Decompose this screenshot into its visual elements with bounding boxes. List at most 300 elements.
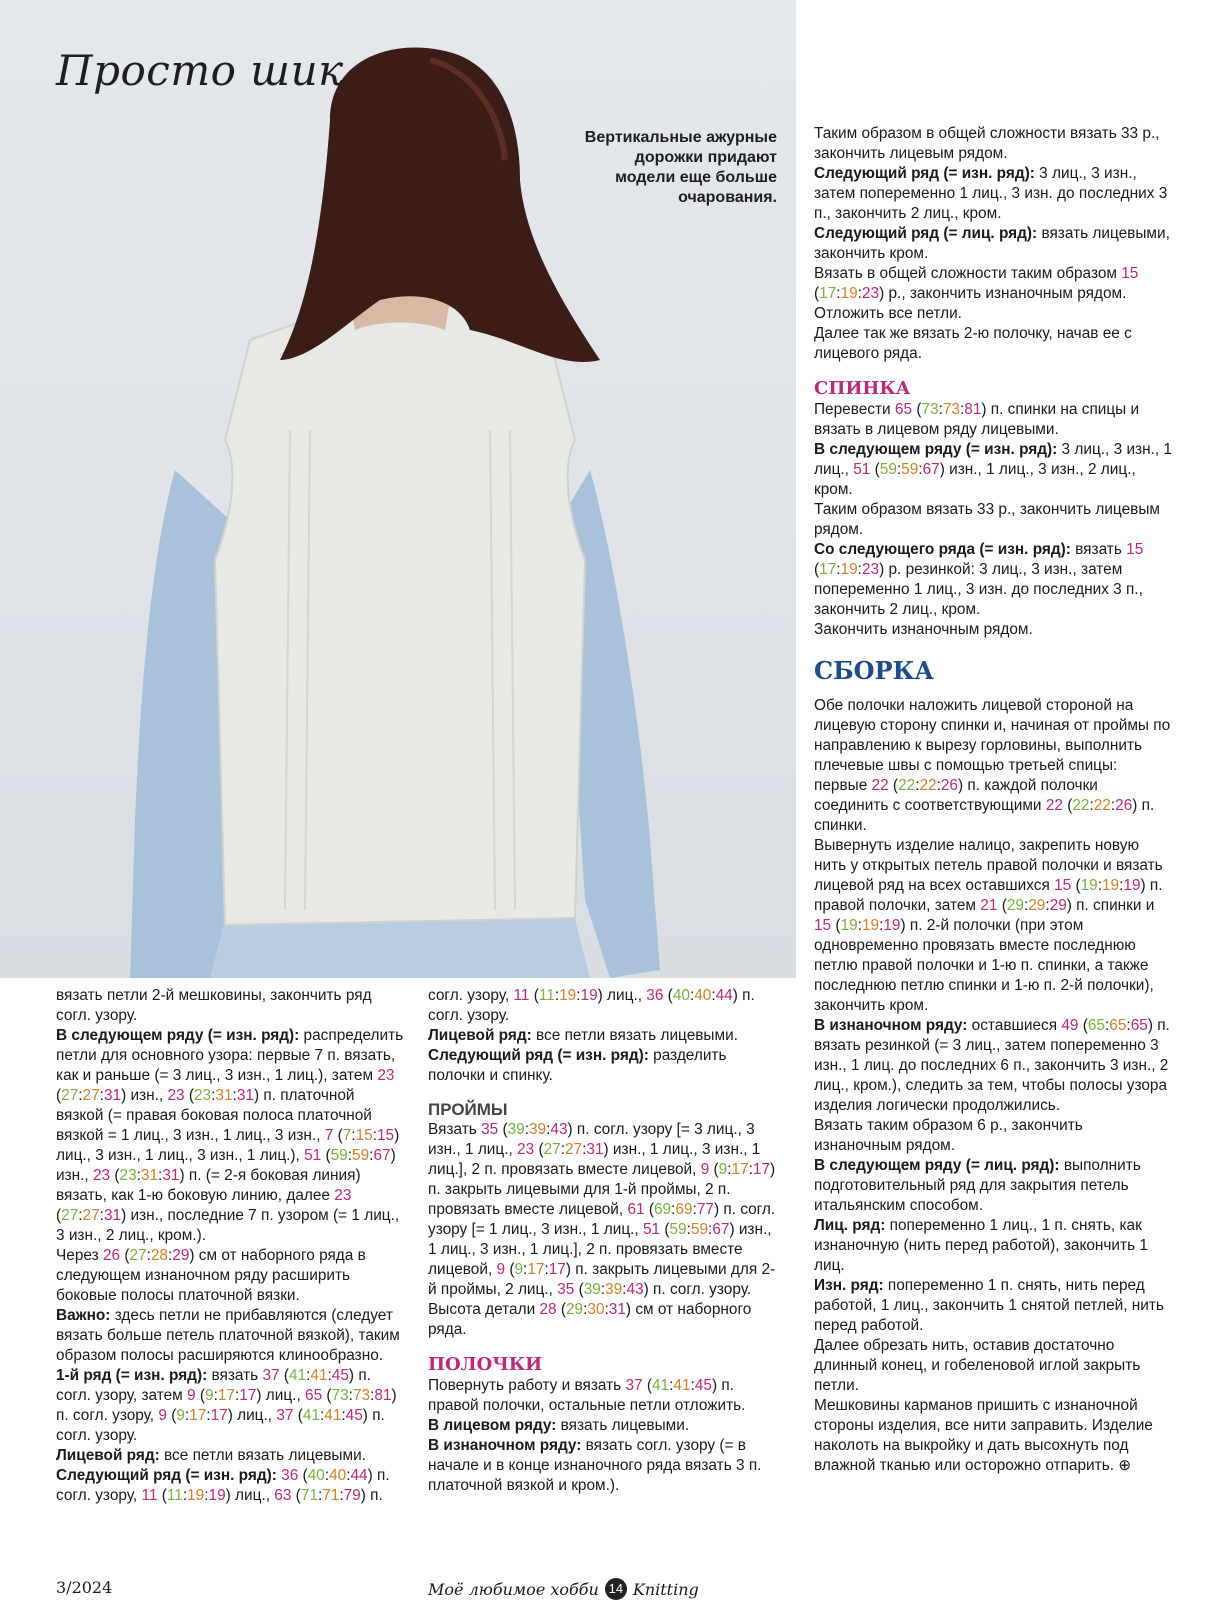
text-run: ( bbox=[333, 1127, 343, 1144]
size-number: 23 bbox=[377, 1067, 395, 1084]
instruction-paragraph bbox=[814, 324, 1174, 364]
magazine-name: Моё любимое хобби bbox=[428, 1579, 599, 1599]
size-number: 35 bbox=[481, 1121, 499, 1138]
text-run: : bbox=[959, 401, 965, 418]
text-run: Таким образом в общей сложности вязать 33 р., закончить лицевым рядом. bbox=[814, 125, 1160, 162]
text-run: ) изн., 1 лиц., 3 изн., 2 лиц., кром. bbox=[814, 461, 1136, 498]
size-number: 11 bbox=[538, 987, 555, 1004]
size-number: 19 bbox=[861, 917, 880, 934]
text-run: ) п. правой полочки, остальные петли отложить. bbox=[428, 1377, 746, 1414]
text-run: ( bbox=[663, 987, 673, 1004]
bold-label: В изнаночном ряду: bbox=[814, 1017, 968, 1034]
size-number: 36 bbox=[281, 1467, 299, 1484]
size-number: 63 bbox=[274, 1487, 292, 1504]
size-number: 44 bbox=[350, 1467, 368, 1484]
text-run: ( bbox=[279, 1367, 289, 1384]
size-number: 41 bbox=[310, 1367, 328, 1384]
text-run: : bbox=[857, 561, 862, 578]
text-run: ( bbox=[660, 1221, 670, 1238]
text-run: : bbox=[857, 285, 862, 302]
text-run: : bbox=[339, 1487, 344, 1504]
text-run: ) п. спинки и bbox=[1066, 897, 1155, 914]
bold-label: 1-й ряд (= изн. ряд): bbox=[56, 1367, 208, 1384]
size-number: 9 bbox=[158, 1407, 167, 1424]
text-run: : bbox=[690, 1377, 695, 1394]
instruction-paragraph bbox=[814, 1216, 1174, 1276]
size-number: 11 bbox=[513, 987, 530, 1004]
text-run: ( bbox=[1071, 877, 1081, 894]
size-number: 22 bbox=[1072, 797, 1090, 814]
size-number: 19 bbox=[840, 917, 858, 934]
size-number: 23 bbox=[334, 1187, 352, 1204]
text-run: Вязать bbox=[428, 1121, 482, 1138]
text-run: : bbox=[576, 987, 581, 1004]
bold-label: В лицевом ряду: bbox=[428, 1417, 557, 1434]
text-run: ) п. (= 2-я боковая линия) вязать, как 1-ю боковую линию, далее bbox=[56, 1167, 361, 1204]
size-number: 61 bbox=[627, 1201, 645, 1218]
size-number: 15 bbox=[1126, 541, 1144, 558]
text-run: ) п. bbox=[360, 1487, 383, 1504]
text-run: ) см от наборного ряда. bbox=[428, 1301, 752, 1338]
text-run: ) п. каждой полочки соединить с соответствующими bbox=[814, 777, 1098, 814]
size-number: 65 bbox=[894, 401, 913, 418]
size-number: 41 bbox=[652, 1377, 670, 1394]
size-number: 65 bbox=[1087, 1017, 1105, 1034]
size-number: 69 bbox=[654, 1201, 672, 1218]
size-number: 41 bbox=[324, 1407, 342, 1424]
text-run: Вывернуть изделие налицо, закрепить новую нить у открытых петель правой полочки и вязать лицевой ряд на всех оставшихся bbox=[814, 837, 1163, 894]
instruction-paragraph bbox=[814, 696, 1174, 836]
size-number: 35 bbox=[557, 1281, 575, 1298]
size-number: 67 bbox=[373, 1147, 391, 1164]
text-run: ( bbox=[321, 1147, 331, 1164]
size-number: 31 bbox=[103, 1087, 122, 1104]
bold-label: Изн. ряд: bbox=[814, 1277, 884, 1294]
text-run: : bbox=[324, 1467, 330, 1484]
text-run: ( bbox=[120, 1247, 130, 1264]
text-run: : bbox=[1023, 897, 1029, 914]
text-run: вязать лицевыми, закончить кром. bbox=[814, 225, 1170, 262]
text-run: ) лиц., bbox=[597, 987, 647, 1004]
text-run: ) п. согл. узору, bbox=[56, 1387, 397, 1424]
text-run: Таким образом вязать 33 р., закончить лицевым рядом. bbox=[814, 501, 1160, 538]
bold-label: Лицевой ряд: bbox=[56, 1447, 160, 1464]
text-run: : bbox=[546, 1121, 551, 1138]
text-run: : bbox=[370, 1387, 375, 1404]
size-number: 41 bbox=[288, 1367, 307, 1384]
text-run: : bbox=[686, 1221, 691, 1238]
bold-label: Следующий ряд (= изн. ряд): bbox=[814, 165, 1035, 182]
instruction-paragraph bbox=[428, 1416, 778, 1436]
size-number: 17 bbox=[752, 1161, 771, 1178]
text-run: ( bbox=[556, 1301, 566, 1318]
size-number: 45 bbox=[331, 1367, 349, 1384]
size-number: 31 bbox=[608, 1301, 626, 1318]
text-run: ) п. закрыть лицевыми для 1-й проймы, 2 п. провязать вместе лицевой, bbox=[428, 1161, 776, 1218]
text-run: ) п. вязать резинкой (= 3 лиц., затем попеременно 3 изн., 1 лиц. до последних 6 п., закончить 3 изн., 2 лиц., кром.), следить за тем, чтобы полосы узора изделия логически продолжились. bbox=[814, 1017, 1170, 1114]
text-run: ( bbox=[997, 897, 1007, 914]
bold-label: В изнаночном ряду: bbox=[428, 1437, 582, 1454]
text-run: : bbox=[206, 1407, 211, 1424]
size-number: 69 bbox=[675, 1201, 693, 1218]
instruction-paragraph bbox=[814, 224, 1174, 264]
text-run: ( bbox=[814, 285, 820, 302]
text-run: ( bbox=[298, 1467, 308, 1484]
text-run: Мешковины карманов пришить с изнаночной стороны изделия, все нити заправить. Изделие наколоть на выкройку и дать высохнуть под влажной тканью или осторожно отпарить. ⊕ bbox=[814, 1397, 1153, 1474]
instruction-paragraph bbox=[56, 1246, 406, 1306]
size-number: 51 bbox=[304, 1147, 322, 1164]
size-number: 22 bbox=[898, 777, 916, 794]
bold-label: Следующий ряд (= лиц. ряд): bbox=[814, 225, 1038, 242]
text-run: : bbox=[1089, 797, 1094, 814]
size-number: 9 bbox=[718, 1161, 728, 1178]
instruction-paragraph bbox=[814, 836, 1174, 1016]
size-number: 27 bbox=[82, 1207, 100, 1224]
size-number: 23 bbox=[517, 1141, 535, 1158]
text-run: : bbox=[1110, 797, 1116, 814]
size-number: 67 bbox=[712, 1221, 730, 1238]
text-run: : bbox=[544, 1261, 549, 1278]
text-run: согл. узору, bbox=[428, 987, 514, 1004]
text-run: ) лиц., bbox=[256, 1387, 306, 1404]
text-run: ) изн., 1 лиц., 3 изн., 1 лиц.], 2 п. провязать вместе лицевой, bbox=[428, 1141, 761, 1178]
size-number: 11 bbox=[141, 1487, 158, 1504]
size-number: 17 bbox=[217, 1387, 235, 1404]
text-run: ( bbox=[293, 1407, 303, 1424]
text-run: СБОРКА bbox=[814, 656, 934, 685]
size-number: 22 bbox=[1093, 797, 1111, 814]
text-run: : bbox=[1105, 1017, 1110, 1034]
text-run: ( bbox=[574, 1281, 584, 1298]
text-run: Далее обрезать нить, оставив достаточно длинный конец, и гобеленовой иглой закрыть петли. bbox=[814, 1337, 1141, 1394]
text-run: : bbox=[78, 1207, 83, 1224]
text-run: : bbox=[158, 1167, 163, 1184]
text-run: : bbox=[347, 1147, 353, 1164]
text-run: : bbox=[346, 1467, 351, 1484]
size-number: 41 bbox=[302, 1407, 320, 1424]
text-run: : bbox=[727, 1161, 732, 1178]
size-number: 44 bbox=[715, 987, 733, 1004]
section-heading bbox=[814, 656, 1174, 686]
size-number: 40 bbox=[307, 1467, 325, 1484]
instruction-paragraph bbox=[814, 500, 1174, 540]
size-number: 22 bbox=[919, 777, 937, 794]
size-number: 31 bbox=[103, 1207, 122, 1224]
text-run: Повернуть работу и вязать bbox=[428, 1377, 626, 1394]
size-number: 31 bbox=[236, 1087, 254, 1104]
size-number: 31 bbox=[586, 1141, 604, 1158]
size-number: 26 bbox=[102, 1247, 121, 1264]
size-number: 19 bbox=[883, 917, 901, 934]
size-number: 15 bbox=[1121, 265, 1139, 282]
text-run: : bbox=[168, 1247, 173, 1264]
text-run: все петли вязать лицевыми. bbox=[531, 1027, 738, 1044]
size-number: 37 bbox=[625, 1377, 643, 1394]
size-number: 9 bbox=[176, 1407, 185, 1424]
text-run: : bbox=[1126, 1017, 1131, 1034]
text-run: : bbox=[369, 1147, 374, 1164]
issue-number: 3/2024 bbox=[56, 1578, 113, 1597]
text-run: : bbox=[600, 1281, 606, 1298]
text-run: 3 лиц., 3 изн., затем попеременно 1 лиц., 3 изн. до последних 3 п., закончить 2 лиц., кром. bbox=[814, 165, 1168, 222]
section-heading bbox=[814, 378, 1174, 400]
text-run: : bbox=[938, 401, 943, 418]
size-number: 59 bbox=[901, 461, 919, 478]
text-run: ( bbox=[814, 561, 820, 578]
size-number: 17 bbox=[189, 1407, 207, 1424]
size-number: 15 bbox=[1054, 877, 1072, 894]
text-run: ( bbox=[157, 1487, 167, 1504]
text-run: : bbox=[918, 461, 923, 478]
instruction-paragraph bbox=[814, 1116, 1174, 1156]
text-run: ) п. согл. узору [= 3 лиц., 3 изн., 1 лиц., bbox=[428, 1121, 755, 1158]
size-number: 22 bbox=[1045, 797, 1063, 814]
size-number: 17 bbox=[819, 561, 837, 578]
size-number: 19 bbox=[1123, 877, 1141, 894]
text-run: Перевести bbox=[814, 401, 895, 418]
text-run: : bbox=[213, 1387, 218, 1404]
size-number: 39 bbox=[605, 1281, 623, 1298]
text-run: оставшиеся bbox=[967, 1017, 1062, 1034]
size-number: 31 bbox=[162, 1167, 180, 1184]
size-number: 65 bbox=[1130, 1017, 1148, 1034]
text-run: : bbox=[146, 1247, 151, 1264]
instruction-paragraph bbox=[56, 1026, 406, 1246]
instruction-paragraph bbox=[428, 1436, 778, 1496]
text-run: разделить полочки и спинку. bbox=[428, 1047, 727, 1084]
text-run: : bbox=[836, 285, 841, 302]
size-number: 9 bbox=[496, 1261, 506, 1278]
size-number: 71 bbox=[322, 1487, 340, 1504]
size-number: 73 bbox=[921, 401, 939, 418]
size-number: 59 bbox=[879, 461, 897, 478]
text-run: вязать bbox=[1070, 541, 1127, 558]
instruction-paragraph bbox=[56, 1446, 406, 1466]
text-run: ) изн., bbox=[121, 1087, 168, 1104]
size-number: 65 bbox=[305, 1387, 323, 1404]
size-number: 65 bbox=[1109, 1017, 1127, 1034]
size-number: 39 bbox=[583, 1281, 601, 1298]
page-title: Просто шик bbox=[56, 46, 344, 95]
text-run: : bbox=[689, 987, 695, 1004]
instruction-paragraph bbox=[814, 124, 1174, 164]
text-run: : bbox=[671, 1201, 676, 1218]
size-number: 7 bbox=[342, 1127, 352, 1144]
text-run: здесь петли не прибавляются (следует вязать больше петель платочной вязкой), таким образом полосы расширяются клинообразно. bbox=[56, 1307, 400, 1364]
instruction-paragraph bbox=[428, 1300, 778, 1340]
size-number: 15 bbox=[355, 1127, 373, 1144]
instruction-paragraph bbox=[814, 1336, 1174, 1396]
size-number: 73 bbox=[331, 1387, 349, 1404]
size-number: 15 bbox=[376, 1127, 395, 1144]
size-number: 9 bbox=[514, 1261, 524, 1278]
text-run: : bbox=[1045, 897, 1050, 914]
size-number: 23 bbox=[861, 285, 880, 302]
instruction-paragraph bbox=[814, 304, 1174, 324]
bold-label: В следующем ряду (= лиц. ряд): bbox=[814, 1157, 1060, 1174]
size-number: 73 bbox=[352, 1387, 371, 1404]
text-run: : bbox=[319, 1407, 325, 1424]
text-run: вязать лицевыми. bbox=[556, 1417, 690, 1434]
size-number: 17 bbox=[239, 1387, 257, 1404]
text-run: ) п. платочной вязкой (= правая боковая полоса платочной вязкой = 1 лиц., 3 изн., 1 лиц., 3 изн., bbox=[56, 1087, 372, 1144]
text-run: ( bbox=[534, 1141, 544, 1158]
size-number: 79 bbox=[343, 1487, 361, 1504]
instruction-paragraph bbox=[428, 1376, 778, 1416]
text-run: Вязать в общей сложности таким образом bbox=[814, 265, 1122, 282]
text-run: ( bbox=[195, 1387, 206, 1404]
text-run: : bbox=[583, 1301, 588, 1318]
text-run: вязать bbox=[207, 1367, 263, 1384]
text-run: ( bbox=[644, 1201, 654, 1218]
size-number: 45 bbox=[694, 1377, 712, 1394]
text-run: : bbox=[523, 1261, 528, 1278]
size-number: 17 bbox=[527, 1261, 545, 1278]
size-number: 41 bbox=[673, 1377, 691, 1394]
size-number: 39 bbox=[529, 1121, 547, 1138]
size-number: 81 bbox=[964, 401, 982, 418]
text-run: Вязать таким образом 6 р., закончить изнаночным рядом. bbox=[814, 1117, 1083, 1154]
instruction-paragraph bbox=[56, 1306, 406, 1366]
instruction-paragraph bbox=[56, 1466, 406, 1506]
size-number: 73 bbox=[942, 401, 960, 418]
text-run: : bbox=[669, 1377, 674, 1394]
text-run: : bbox=[234, 1387, 240, 1404]
text-run: Отложить все петли. bbox=[814, 305, 962, 322]
size-number: 23 bbox=[194, 1087, 212, 1104]
size-number: 19 bbox=[840, 561, 858, 578]
text-run: ( bbox=[322, 1387, 332, 1404]
text-run: ) п. согл. узору. bbox=[428, 987, 755, 1024]
size-number: 40 bbox=[672, 987, 690, 1004]
size-number: 36 bbox=[646, 987, 664, 1004]
instruction-paragraph bbox=[814, 1016, 1174, 1116]
size-number: 51 bbox=[853, 461, 871, 478]
size-number: 59 bbox=[690, 1221, 709, 1238]
text-run: : bbox=[915, 777, 920, 794]
text-run: ) изн., последние 7 п. узором (= 1 лиц., 3 изн., 2 лиц., кром.). bbox=[56, 1207, 400, 1244]
text-run: : bbox=[711, 987, 716, 1004]
text-run: : bbox=[99, 1207, 104, 1224]
instruction-paragraph bbox=[814, 1156, 1174, 1216]
size-number: 19 bbox=[208, 1487, 226, 1504]
size-number: 17 bbox=[731, 1161, 749, 1178]
size-number: 9 bbox=[205, 1387, 214, 1404]
text-run: ( bbox=[709, 1161, 719, 1178]
size-number: 29 bbox=[1049, 897, 1067, 914]
text-run: ) п. согл. узору, bbox=[56, 1467, 390, 1504]
bold-label: Лицевой ряд: bbox=[428, 1027, 532, 1044]
text-run: выполнить подготовительный ряд для закрытия петель итальянским способом. bbox=[814, 1157, 1141, 1214]
text-run: ( bbox=[498, 1121, 508, 1138]
text-run: : bbox=[582, 1141, 587, 1158]
text-run: : bbox=[372, 1127, 377, 1144]
text-run: ) п. закрыть лицевыми для 2-й проймы, 2 лиц., bbox=[428, 1261, 776, 1298]
instruction-paragraph bbox=[56, 1366, 406, 1446]
size-number: 22 bbox=[871, 777, 889, 794]
size-number: 26 bbox=[940, 777, 958, 794]
text-run: : bbox=[622, 1281, 627, 1298]
text-run: : bbox=[211, 1087, 216, 1104]
size-number: 81 bbox=[374, 1387, 392, 1404]
size-number: 19 bbox=[187, 1487, 205, 1504]
size-number: 39 bbox=[507, 1121, 525, 1138]
size-number: 23 bbox=[119, 1167, 137, 1184]
text-run: : bbox=[1097, 877, 1102, 894]
size-number: 29 bbox=[565, 1301, 584, 1318]
text-run: : bbox=[232, 1087, 237, 1104]
text-run: ( bbox=[888, 777, 899, 794]
size-number: 23 bbox=[92, 1167, 111, 1184]
size-number: 19 bbox=[840, 285, 858, 302]
size-number: 17 bbox=[548, 1261, 566, 1278]
text-run: ) изн., bbox=[56, 1147, 396, 1184]
text-run: ( bbox=[642, 1377, 652, 1394]
size-number: 43 bbox=[626, 1281, 644, 1298]
text-run: ) см от наборного ряда в следующем изнаночном ряду расширить боковые полосы платочной вязки. bbox=[56, 1247, 366, 1304]
bold-label: В следующем ряду (= изн. ряд): bbox=[814, 441, 1058, 458]
size-number: 29 bbox=[172, 1247, 190, 1264]
magazine-footer bbox=[428, 1578, 699, 1600]
size-number: 59 bbox=[330, 1147, 348, 1164]
instruction-paragraph bbox=[814, 620, 1174, 640]
text-run: ) п. спинки. bbox=[814, 797, 1155, 834]
text-column-2 bbox=[428, 986, 778, 1496]
text-run: ) лиц., bbox=[227, 1407, 277, 1424]
text-run: ) р. резинкой: 3 лиц., 3 изн., затем попеременно 1 лиц., 3 изн. до последних 3 п., закончить 2 лиц., кром. bbox=[814, 561, 1143, 618]
text-run: ( bbox=[1062, 797, 1073, 814]
size-number: 31 bbox=[140, 1167, 159, 1184]
text-run: ) п. согл. узору, затем bbox=[56, 1367, 371, 1404]
text-run: : bbox=[857, 917, 862, 934]
size-number: 59 bbox=[669, 1221, 687, 1238]
text-run: СПИНКА bbox=[814, 378, 911, 399]
text-run: ) п. согл. узору. bbox=[56, 1407, 385, 1444]
instruction-paragraph bbox=[814, 164, 1174, 224]
size-number: 30 bbox=[587, 1301, 605, 1318]
size-number: 77 bbox=[696, 1201, 714, 1218]
size-number: 29 bbox=[1028, 897, 1046, 914]
text-run: : bbox=[560, 1141, 565, 1158]
text-run: Далее так же вязать 2-ю полочку, начав ее с лицевого ряда. bbox=[814, 325, 1132, 362]
size-number: 40 bbox=[329, 1467, 347, 1484]
text-column-1 bbox=[56, 986, 406, 1506]
text-run: распределить петли для основного узора: первые 7 п. вязать, как и раньше (= 3 лиц., 3 изн., 1 лиц.), затем bbox=[56, 1027, 404, 1084]
text-run: : bbox=[317, 1487, 323, 1504]
text-run: : bbox=[136, 1167, 141, 1184]
text-run: Обе полочки наложить лицевой стороной на лицевую сторону спинки и, начиная от проймы по направлению к вырезу горловины, выполнить плечевые швы с помощью третьей спицы: первые bbox=[814, 697, 1171, 794]
page-number: 14 bbox=[605, 1578, 627, 1600]
size-number: 7 bbox=[324, 1127, 334, 1144]
text-run: ( bbox=[505, 1261, 515, 1278]
text-run: ) п. 2-й полочки (при этом одновременно провязать вместе последнюю петлю правой полочки и 1-ю п. спинки, а также последнюю петлю спинки и 1-ю п. 2-й полочки), закончить кром. bbox=[814, 917, 1154, 1014]
text-run: вязать петли 2-й мешковины, закончить ряд согл. узору. bbox=[56, 987, 372, 1024]
size-number: 19 bbox=[1102, 877, 1120, 894]
section-heading bbox=[428, 1100, 778, 1120]
text-run: : bbox=[341, 1407, 346, 1424]
text-run: ( bbox=[831, 917, 841, 934]
text-run: : bbox=[327, 1367, 332, 1384]
text-run: вязать согл. узору (= в начале и в конце изнаночного ряда вязать 3 п. платочной вязкой и кром.). bbox=[428, 1437, 762, 1494]
size-number: 15 bbox=[814, 917, 832, 934]
text-run: : bbox=[524, 1121, 529, 1138]
text-run: : bbox=[99, 1087, 104, 1104]
text-run: : bbox=[554, 987, 560, 1004]
instruction-paragraph bbox=[814, 1276, 1174, 1336]
size-number: 9 bbox=[700, 1161, 710, 1178]
text-run: : bbox=[351, 1127, 356, 1144]
text-run: ) р., закончить изнаночным рядом. bbox=[879, 285, 1127, 302]
